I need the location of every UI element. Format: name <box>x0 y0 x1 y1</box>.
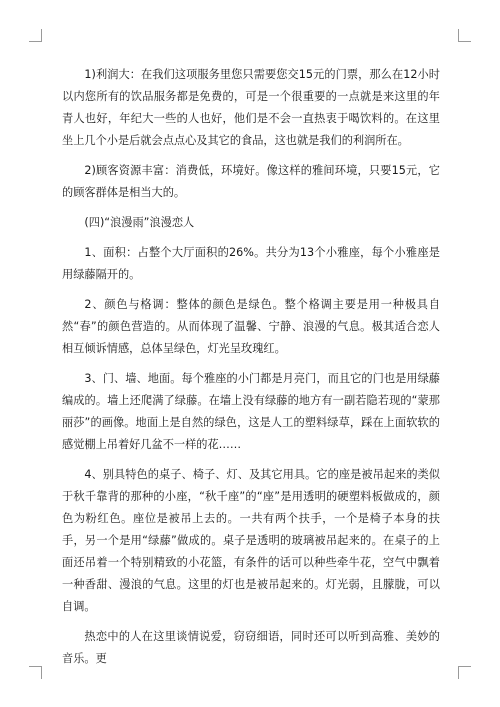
crop-mark-top-right <box>458 29 471 42</box>
crop-mark-bottom-left <box>29 666 42 679</box>
paragraph-profit: 1)利润大：在我们这项服务里您只需要您交15元的门票，那么在12小时以内您所有的饮品服务都是免费的，可是一个很重要的一点就是来这里的年青人也好，年纪大一些的人也好，他们是不会一直热衷于喝饮料的。在这里坐上几个小是后就会点点心及其它的食品，这也就是我们的利润所在。 <box>62 68 440 147</box>
section-heading: (四)“浪漫雨”浪漫恋人 <box>84 216 195 229</box>
paragraph-customers: 2)顾客资源丰富：消费低，环境好。像这样的雅间环境，只要15元，它的顾客群体是相当大的。 <box>62 164 440 199</box>
paragraph-area: 1、面积：占整个大厅面积的26%。共分为13个小雅座，每个小雅座是用绿藤隔开的。 <box>62 246 440 281</box>
paragraph-color: 2、颜色与格调：整体的颜色是绿色。整个格调主要是用一种极具自然“春”的颜色营造的。从而体现了温馨、宁静、浪漫的气息。极其适合恋人相互倾诉情感，总体呈绿色，灯光呈玫瑰红。 <box>62 298 440 355</box>
paragraph-furniture: 4、别具特色的桌子、椅子、灯、及其它用具。它的座是被吊起来的类似于秋千靠背的那种的小座，“秋千座”的“座”是用透明的硬塑料板做成的，颜色为粉红色。座位是被吊上去的。一共有两个扶手，一个是椅子本身的扶手，另一个是用“绿藤”做成的。桌子是透明的玻璃被吊起来的。在桌子的上面还吊着一个特别精致的小花篮，有条件的话可以种些牵牛花，空气中飘着一种香甜、漫浪的气息。这里的灯也是被吊起来的。灯光弱，且朦胧，可以自调。 <box>62 468 440 613</box>
crop-mark-top-left <box>29 29 42 42</box>
paragraph-doors-walls: 3、门、墙、地面。每个雅座的小门都是月亮门，而且它的门也是用绿藤编成的。墙上还爬满了绿藤。在墙上没有绿藤的地方有一副若隐若现的“蒙那丽莎”的画像。地面上是自然的绿色，这是人工的塑料绿草，踩在上面软软的感觉棚上吊着好几盆不一样的花…… <box>62 372 440 451</box>
crop-mark-bottom-right <box>458 666 471 679</box>
document-body <box>62 64 440 678</box>
paragraph-closing: 热恋中的人在这里谈情说爱，窃窃细语，同时还可以听到高雅、美妙的音乐。更 <box>62 630 440 665</box>
